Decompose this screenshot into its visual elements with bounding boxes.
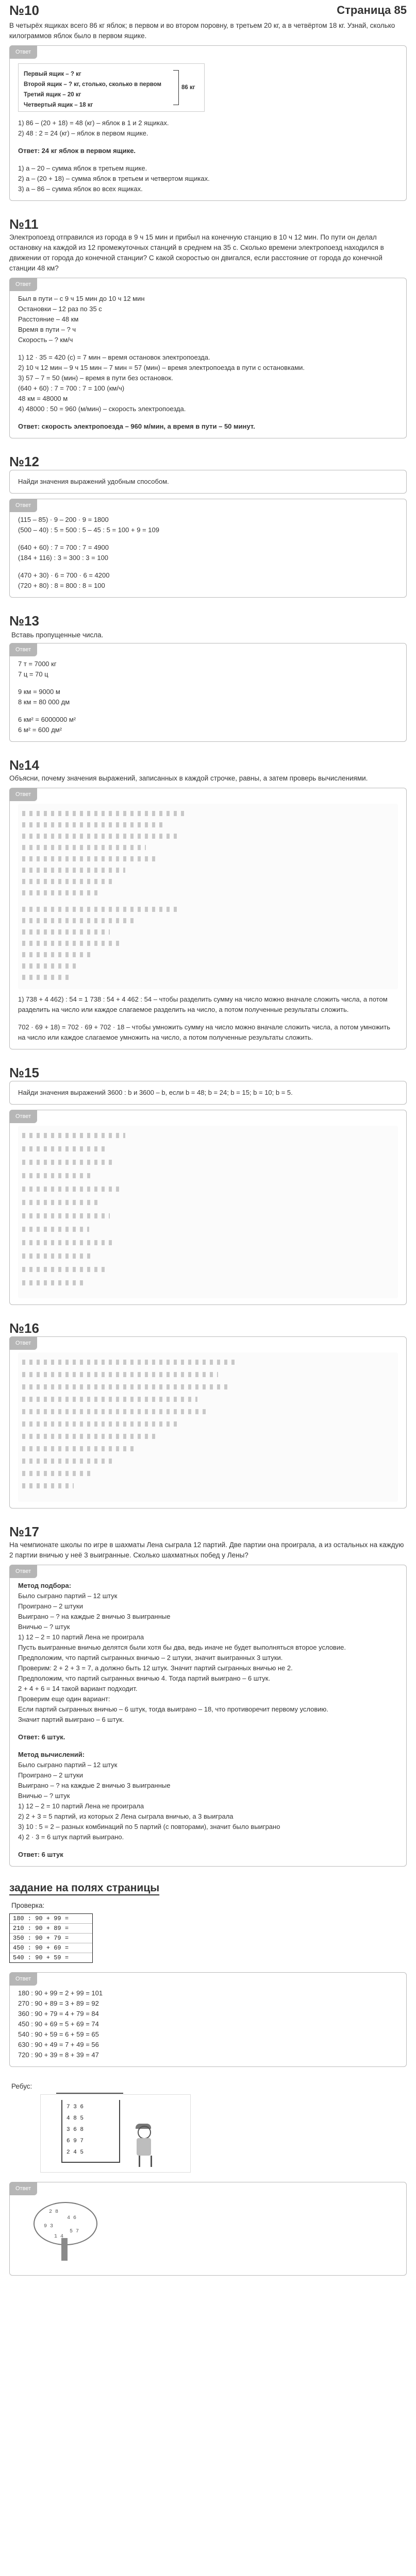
expression-cell: 540 : 90 + 59 = bbox=[13, 1954, 69, 1961]
margin-hint: Проверка: bbox=[11, 1902, 45, 1909]
solution-line: 3) 57 – 7 = 50 (мин) – время в пути без остановок. bbox=[18, 374, 173, 382]
solution-line: (184 + 116) : 3 = 300 : 3 = 100 bbox=[18, 554, 109, 562]
solution-line: 1) 738 + 4 462) : 54 = 1 738 : 54 + 4 462 : 54 – чтобы разделить сумму на число можно вначале сложить числа, а потом разделить на число или каждое слагаемое разделить на число, а потом полученные результаты сложить. bbox=[18, 995, 390, 1013]
solution-label: Ответ bbox=[9, 788, 37, 801]
solution-line: 9 км = 9000 м bbox=[18, 688, 60, 696]
solution-line: (640 + 60) : 7 = 700 : 7 = 100 (км/ч) bbox=[18, 384, 125, 392]
solution-line: 1) 12 · 35 = 420 (с) = 7 мин – время остановок электропоезда. bbox=[18, 353, 210, 361]
solution-line: 48 км = 48000 м bbox=[18, 395, 68, 402]
tree-label: 5 7 bbox=[70, 2229, 79, 2234]
rebus-row: 2 4 5 bbox=[66, 2149, 84, 2156]
solution-line: 8 км = 80 000 дм bbox=[18, 698, 70, 706]
solution-line: 4) 2 · 3 = 6 штук партий выиграно. bbox=[18, 1833, 124, 1841]
solution-line: Предположим, что партий сыгранных вничью – 2 штуки, значит выигранных 3 штуки. bbox=[18, 1654, 283, 1662]
solution-line: 6 км² = 6000000 м² bbox=[18, 716, 76, 723]
answer-line: Ответ: скорость электропоезда – 960 м/мин, а время в пути – 50 минут. bbox=[18, 422, 255, 430]
tree-image bbox=[28, 2202, 101, 2264]
house-image bbox=[61, 2100, 120, 2163]
task-14-number: №14 bbox=[9, 757, 39, 773]
solution-label: Ответ bbox=[9, 45, 37, 59]
solution-line: 1) 12 – 2 = 10 партий Лена не проиграла bbox=[18, 1802, 144, 1810]
solution-line: Проверим еще один вариант: bbox=[18, 1695, 110, 1703]
solution-line: Было сыграно партий – 12 штук bbox=[18, 1761, 118, 1769]
page-number: Страница 85 bbox=[337, 4, 407, 16]
solution-line: 1) 12 – 2 = 10 партий Лена не проиграла bbox=[18, 1633, 144, 1641]
solution-line: (720 + 80) : 8 = 800 : 8 = 100 bbox=[18, 582, 105, 589]
tree-label: 4 6 bbox=[67, 2215, 77, 2221]
solution-line: 630 : 90 + 49 = 7 + 49 = 56 bbox=[18, 2041, 99, 2048]
solution-label: Ответ bbox=[9, 1565, 37, 1578]
solution-line: Вничью – ? штук bbox=[18, 1623, 70, 1631]
rebus-row: 7 3 6 bbox=[66, 2104, 84, 2110]
task-12-number: №12 bbox=[9, 454, 39, 469]
solution-label: Ответ bbox=[9, 2182, 37, 2195]
expression-cell: 450 : 90 + 69 = bbox=[10, 1943, 92, 1953]
expression-cell: 180 : 90 + 99 = bbox=[10, 1914, 92, 1924]
rebus-row: 3 6 8 bbox=[66, 2127, 84, 2133]
task-13-solution bbox=[9, 643, 407, 742]
task-11-text: Электропоезд отправился из города в 9 ч 15 мин и прибыл на конечную станцию в 10 ч 12 мин. По пути он делал остановку на каждой из 12 промежуточных станций в среднем на 35 с. Сколько времени электропоезд находился в движении от города до конечной станции? С какой скоростью он двигался, если расстояние от города до конечной станции 48 км? bbox=[9, 233, 384, 272]
column-calculations-image bbox=[18, 1126, 398, 1298]
tree-label: 2 8 bbox=[49, 2209, 59, 2215]
task-17-solution bbox=[9, 1565, 407, 1867]
answer-line: Ответ: 24 кг яблок в первом ящике. bbox=[18, 147, 136, 155]
solution-line: 3) 10 : 5 = 2 – разных комбинаций по 5 партий (с повторами), значит было выиграно bbox=[18, 1823, 280, 1831]
solution-line: Если партий сыгранных вничью – 6 штук, тогда выиграно – 18, что противоречит первому условию. bbox=[18, 1705, 328, 1713]
margin-solution bbox=[9, 1972, 407, 2067]
solution-line: Время в пути – ? ч bbox=[18, 326, 76, 333]
task-10-number: №10 bbox=[9, 2, 39, 18]
solution-line: Был в пути – с 9 ч 15 мин до 10 ч 12 мин bbox=[18, 295, 145, 302]
scheme-row: Второй ящик – ? кг, столько, сколько в первом bbox=[24, 81, 162, 88]
rebus-row: 6 9 7 bbox=[66, 2138, 84, 2144]
solution-line: 3) а – 86 – сумма яблок во всех ящиках. bbox=[18, 185, 143, 193]
solution-line: 4) 48000 : 50 = 960 (м/мин) – скорость электропоезда. bbox=[18, 405, 186, 413]
solution-line: 1) 86 – (20 + 18) = 48 (кг) – яблок в 1 и 2 ящиках. bbox=[18, 119, 169, 127]
task-15-solution bbox=[9, 1110, 407, 1305]
column-calculations-image bbox=[18, 1352, 398, 1502]
expression-cell: 210 : 90 + 89 = bbox=[10, 1924, 92, 1934]
solution-line: Проиграно – 2 штуки bbox=[18, 1602, 83, 1610]
solution-line: Значит партий выиграно – 6 штук. bbox=[18, 1716, 124, 1723]
tree-label: 1 4 bbox=[54, 2234, 64, 2240]
solution-line: Остановки – 12 раз по 35 с bbox=[18, 305, 102, 313]
scheme-row: Первый ящик – ? кг bbox=[24, 71, 81, 77]
task-13-text: Вставь пропущенные числа. bbox=[11, 631, 104, 639]
scheme-row: Третий ящик – 20 кг bbox=[24, 92, 81, 98]
task-15-prompt bbox=[9, 1081, 407, 1105]
solution-label: Ответ bbox=[9, 1972, 37, 1986]
rebus-solution bbox=[9, 2182, 407, 2276]
solution-line: 450 : 90 + 69 = 5 + 69 = 74 bbox=[18, 2020, 99, 2028]
scheme-brace bbox=[173, 70, 179, 105]
task-17-text: На чемпионате школы по игре в шахматы Лена сыграла 12 партий. Две партии она проиграла, а из остальных на каждую 2 партии вничью у неё 3 выигранные. Сколько шахматных побед у Лены? bbox=[9, 1541, 404, 1559]
solution-label: Ответ bbox=[9, 499, 37, 512]
column-calculations-image bbox=[18, 804, 398, 989]
solution-line: 2) 48 : 2 = 24 (кг) – яблок в первом ящике. bbox=[18, 129, 148, 137]
child-figure-image bbox=[128, 2126, 159, 2167]
task-10-text: В четырёх ящиках всего 86 кг яблок; в первом и во втором поровну, в третьем 20 кг, а в четвёртом 18 кг. Узнай, сколько килограммов яблок было в первом ящике. bbox=[9, 22, 395, 40]
solution-label: Ответ bbox=[9, 1110, 37, 1123]
task-15-number: №15 bbox=[9, 1065, 39, 1080]
solution-line: Расстояние – 48 км bbox=[18, 315, 79, 323]
task-17-number: №17 bbox=[9, 1524, 39, 1539]
margin-expression-table bbox=[9, 1913, 93, 1963]
expression-cell: 350 : 90 + 79 = bbox=[10, 1934, 92, 1943]
task-14-solution bbox=[9, 788, 407, 1049]
solution-line: Метод подбора: bbox=[18, 1582, 72, 1589]
task-13-number: №13 bbox=[9, 613, 39, 629]
solution-line: 360 : 90 + 79 = 4 + 79 = 84 bbox=[18, 2010, 99, 2018]
task-10-solution bbox=[9, 45, 407, 201]
solution-line: Проверим: 2 + 2 + 3 = 7, а должно быть 12 штук. Значит партий сыгранных вничью не 2. bbox=[18, 1664, 293, 1672]
task-11-solution bbox=[9, 278, 407, 438]
solution-line: Выиграно – ? на каждые 2 вничью 3 выигранные bbox=[18, 1782, 171, 1789]
solution-line: 2 + 4 + 6 = 14 такой вариант подходит. bbox=[18, 1685, 138, 1692]
task-16-solution bbox=[9, 1336, 407, 1509]
solution-line: Вничью – ? штук bbox=[18, 1792, 70, 1800]
scheme-row: Четвертый ящик – 18 кг bbox=[24, 102, 93, 108]
solution-line: Было сыграно партий – 12 штук bbox=[18, 1592, 118, 1600]
solution-line: Предположим, что партий сыгранных вничью 4. Тогда партий выиграно – 6 штук. bbox=[18, 1674, 271, 1682]
solution-line: 540 : 90 + 59 = 6 + 59 = 65 bbox=[18, 2030, 99, 2038]
solution-line: 6 м² = 600 дм² bbox=[18, 726, 62, 734]
solution-line: 702 · 69 + 18) = 702 · 69 + 702 · 18 – чтобы умножить сумму на число можно вначале сложить числа, а потом умножить на число или каждое слагаемое умножить на число, а потом полученные результаты сложить. bbox=[18, 1023, 392, 1041]
solution-line: Проиграно – 2 штуки bbox=[18, 1771, 83, 1779]
solution-line: 720 : 90 + 39 = 8 + 39 = 47 bbox=[18, 2051, 99, 2059]
solution-line: (500 – 40) : 5 = 500 : 5 – 45 : 5 = 100 + 9 = 109 bbox=[18, 526, 159, 534]
task-12-text: Найди значения выражений удобным способом. bbox=[18, 478, 169, 485]
solution-line: 1) а – 20 – сумма яблок в третьем ящике. bbox=[18, 164, 147, 172]
task-11-number: №11 bbox=[9, 216, 39, 232]
solution-line: 7 т = 7000 кг bbox=[18, 660, 57, 668]
task-10-header bbox=[9, 0, 407, 21]
solution-line: Скорость – ? км/ч bbox=[18, 336, 73, 344]
solution-line: 2) 2 + 3 = 5 партий, из которых 2 Лена сыграла вничью, а 3 выиграла bbox=[18, 1812, 234, 1820]
solution-line: 2) 10 ч 12 мин – 9 ч 15 мин – 7 мин = 57 (мин) – время электропоезда в пути с остановками. bbox=[18, 364, 305, 371]
solution-line: 2) а – (20 + 18) – сумма яблок в третьем и четвертом ящиках. bbox=[18, 175, 210, 182]
scheme-total: 86 кг bbox=[181, 84, 195, 91]
solution-label: Ответ bbox=[9, 1336, 37, 1350]
margin-task-heading: задание на полях страницы bbox=[9, 1882, 160, 1894]
solution-line: Выиграно – ? на каждые 2 вничью 3 выигранные bbox=[18, 1613, 171, 1620]
answer-line: Ответ: 6 штук. bbox=[18, 1733, 65, 1741]
rebus-illustration bbox=[40, 2094, 191, 2173]
rebus-row: 4 8 5 bbox=[66, 2115, 84, 2122]
answer-line: Ответ: 6 штук bbox=[18, 1851, 63, 1858]
solution-label: Ответ bbox=[9, 278, 37, 291]
solution-line: 270 : 90 + 89 = 3 + 89 = 92 bbox=[18, 1999, 99, 2007]
solution-line: 180 : 90 + 99 = 2 + 99 = 101 bbox=[18, 1989, 103, 1997]
solution-line: (640 + 60) : 7 = 700 : 7 = 4900 bbox=[18, 544, 109, 551]
solution-line: Метод вычислений: bbox=[18, 1751, 85, 1758]
solution-line: (115 – 85) · 9 – 200 · 9 = 1800 bbox=[18, 516, 109, 523]
solution-line: (470 + 30) · 6 = 700 · 6 = 4200 bbox=[18, 571, 110, 579]
solution-line: Пусть выигранные вничью делятся были хотя бы два, ведь иначе не будет выполняться второе условие. bbox=[18, 1643, 346, 1651]
task-10-scheme bbox=[18, 63, 205, 112]
solution-label: Ответ bbox=[9, 643, 37, 656]
task-12-solution bbox=[9, 499, 407, 598]
task-16-number: №16 bbox=[9, 1320, 39, 1336]
solution-line: 7 ц = 70 ц bbox=[18, 670, 48, 678]
task-12-prompt bbox=[9, 470, 407, 494]
tree-label: 9 3 bbox=[44, 2224, 54, 2229]
rebus-label: Ребус: bbox=[11, 2082, 32, 2090]
task-14-text: Объясни, почему значения выражений, записанных в каждой строчке, равны, а затем проверь вычислениями. bbox=[9, 774, 368, 782]
task-15-text: Найди значения выражений 3600 : b и 3600 – b, если b = 48; b = 24; b = 15; b = 10; b = 5. bbox=[18, 1089, 293, 1096]
